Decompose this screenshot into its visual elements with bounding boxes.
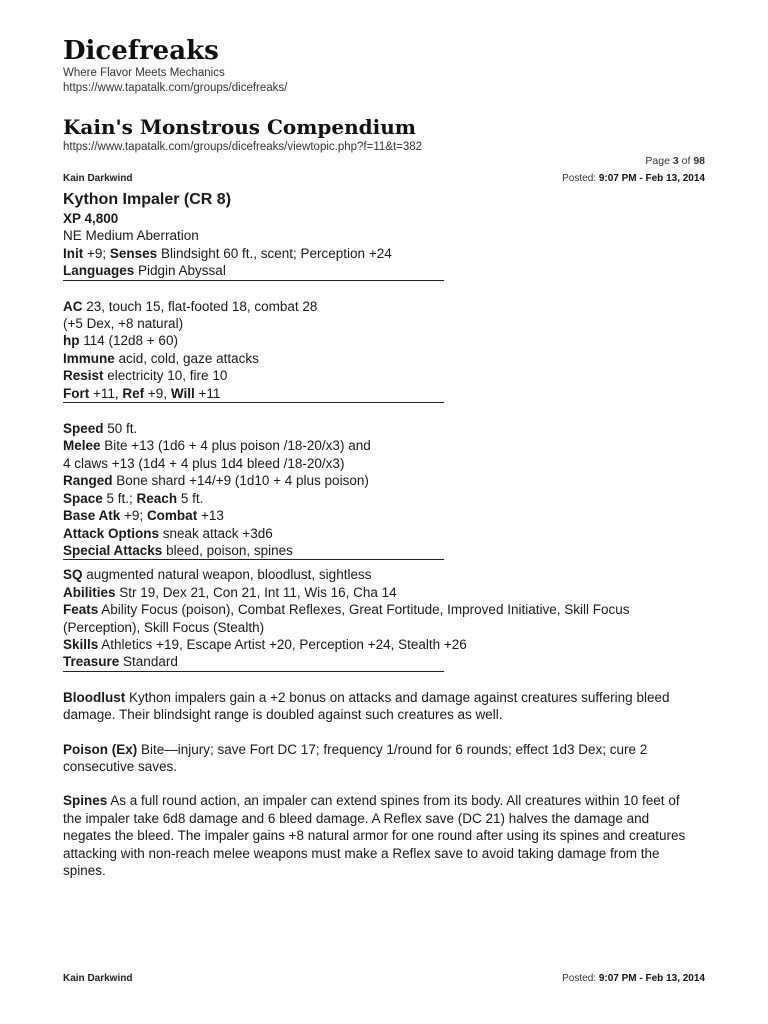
site-url[interactable]: https://www.tapatalk.com/groups/dicefreaks/ <box>63 82 288 94</box>
sq-label: SQ <box>63 567 83 583</box>
languages-label: Languages <box>63 263 135 279</box>
posted-value: 9:07 PM - Feb 13, 2014 <box>598 973 705 984</box>
divider <box>63 402 444 403</box>
init-value: +9; <box>83 245 110 261</box>
skills-value: Athletics +19, Escape Artist +20, Perception +24, Stealth +26 <box>98 636 467 652</box>
feats-line-2: (Perception), Skill Focus (Stealth) <box>63 619 265 635</box>
melee-line <box>63 437 705 454</box>
bab-label: Base Atk <box>63 508 121 524</box>
post-author[interactable]: Kain Darkwind <box>63 973 133 984</box>
resist-label: Resist <box>63 368 104 384</box>
post-body <box>63 190 705 896</box>
speed-label: Speed <box>63 421 104 437</box>
poison-label: Poison (Ex) <box>63 741 138 757</box>
spines-label: Spines <box>63 793 108 809</box>
type-line: NE Medium Aberration <box>63 228 199 244</box>
spines-text: As a full round action, an impaler can extend spines from its body. All creatures within 10 feet of <box>107 793 680 809</box>
posted-label: Posted: <box>562 973 597 984</box>
spines-paragraph <box>63 792 705 879</box>
init-senses-line <box>63 245 705 262</box>
bab-value: +9; <box>120 508 147 524</box>
immune-value: acid, cold, gaze attacks <box>114 350 259 366</box>
reach-label: Reach <box>136 490 178 506</box>
special-attacks-line <box>63 542 705 559</box>
languages-line <box>63 262 705 279</box>
ac-value: 23, touch 15, flat-footed 18, combat 28 <box>82 298 318 314</box>
page-of: of <box>681 155 691 167</box>
feats-label: Feats <box>63 602 99 618</box>
will-value: +11 <box>194 385 221 401</box>
page-current: 3 <box>672 155 679 167</box>
bab-line <box>63 507 705 524</box>
senses-value: Blindsight 60 ft., scent; Perception +24 <box>157 245 392 261</box>
space-reach-line <box>63 490 705 507</box>
site-title[interactable]: Dicefreaks <box>63 36 219 66</box>
attack-options-value: sneak attack +3d6 <box>159 525 273 541</box>
init-label: Init <box>63 245 84 261</box>
combat-label: Combat <box>146 508 198 524</box>
skills-label: Skills <box>63 636 99 652</box>
spines-text-2: the impaler take 6d8 damage and 6 bleed damage. A Reflex save (DC 21) halves the damage and <box>63 810 650 826</box>
divider <box>63 280 444 281</box>
xp-line <box>63 210 705 227</box>
topic-title[interactable]: Kain's Monstrous Compendium <box>63 115 416 139</box>
post-date <box>562 973 705 984</box>
spines-text-5: spines. <box>63 863 106 878</box>
resist-value: electricity 10, fire 10 <box>103 368 228 384</box>
languages-value: Pidgin Abyssal <box>134 263 226 279</box>
senses-label: Senses <box>109 245 158 261</box>
attack-options-line <box>63 525 705 542</box>
post-author[interactable]: Kain Darkwind <box>63 173 133 184</box>
special-attacks-label: Special Attacks <box>63 542 163 558</box>
hp-label: hp <box>63 333 80 349</box>
special-attacks-value: bleed, poison, spines <box>162 542 293 558</box>
ranged-value: Bone shard +14/+9 (1d10 + 4 plus poison) <box>112 473 369 489</box>
divider <box>63 559 444 560</box>
reach-value: 5 ft. <box>177 490 204 506</box>
page-total: 98 <box>693 155 705 167</box>
ac-line <box>63 298 705 315</box>
treasure-label: Treasure <box>63 654 120 670</box>
ref-value: +9, <box>144 385 171 401</box>
site-tagline: Where Flavor Meets Mechanics <box>63 67 225 79</box>
space-value: 5 ft.; <box>102 490 137 506</box>
fort-value: +11, <box>89 385 123 401</box>
bloodlust-paragraph <box>63 689 705 724</box>
melee-line-2: 4 claws +13 (1d4 + 4 plus 1d4 bleed /18-20/x3) <box>63 455 345 471</box>
melee-label: Melee <box>63 438 101 454</box>
topic-url[interactable]: https://www.tapatalk.com/groups/dicefreaks/viewtopic.php?f=11&t=382 <box>63 141 423 153</box>
hp-value: 114 (12d8 + 60) <box>79 333 178 349</box>
sq-value: augmented natural weapon, bloodlust, sightless <box>82 567 372 583</box>
speed-value: 50 ft. <box>103 421 138 437</box>
spines-text-4: attacking with non-reach melee weapons must make a Reflex save to avoid taking damage from the <box>63 845 660 861</box>
melee-value: Bite +13 (1d6 + 4 plus poison /18-20/x3) and <box>100 438 371 454</box>
skills-line <box>63 636 705 653</box>
space-label: Space <box>63 490 103 506</box>
combat-value: +13 <box>197 508 224 524</box>
bloodlust-text: Kython impalers gain a +2 bonus on attacks and damage against creatures suffering bleed <box>125 689 670 705</box>
ac-label: AC <box>63 298 83 314</box>
posted-value: 9:07 PM - Feb 13, 2014 <box>598 173 705 184</box>
bloodlust-text-2: damage. Their blindsight range is doubled against such creatures as well. <box>63 707 503 723</box>
abilities-line <box>63 584 705 601</box>
hp-line <box>63 332 705 349</box>
page-label: Page <box>645 155 670 167</box>
immune-label: Immune <box>63 350 115 366</box>
poison-text: Bite—injury; save Fort DC 17; frequency 1/round for 6 rounds; effect 1d3 Dex; cure 2 <box>137 741 648 757</box>
treasure-line <box>63 653 705 670</box>
sq-line <box>63 566 705 583</box>
poison-paragraph <box>63 741 705 776</box>
abilities-value: Str 19, Dex 21, Con 21, Int 11, Wis 16, Cha 14 <box>115 584 397 600</box>
will-label: Will <box>170 385 195 401</box>
attack-options-label: Attack Options <box>63 525 160 541</box>
abilities-label: Abilities <box>63 584 116 600</box>
posted-label: Posted: <box>562 173 597 184</box>
resist-line <box>63 367 705 384</box>
bloodlust-label: Bloodlust <box>63 689 126 705</box>
ac-breakdown: (+5 Dex, +8 natural) <box>63 316 184 332</box>
speed-line <box>63 420 705 437</box>
immune-line <box>63 350 705 367</box>
page-indicator <box>645 155 705 167</box>
ranged-line <box>63 472 705 489</box>
post-date <box>562 173 705 184</box>
ranged-label: Ranged <box>63 473 113 489</box>
ref-label: Ref <box>122 385 145 401</box>
treasure-value: Standard <box>119 654 178 670</box>
feats-value: Ability Focus (poison), Combat Reflexes, Great Fortitude, Improved Initiative, Skill Focus <box>98 602 630 618</box>
fort-label: Fort <box>63 385 90 401</box>
creature-name: Kython Impaler (CR 8) <box>63 191 232 208</box>
saves-line <box>63 385 705 402</box>
feats-line <box>63 601 705 618</box>
xp-value: XP 4,800 <box>63 211 119 226</box>
spines-text-3: negates the bleed. The impaler gains +8 natural armor for one round after using its spines and creatures <box>63 828 686 844</box>
divider <box>63 671 444 672</box>
poison-text-2: consecutive saves. <box>63 758 178 774</box>
